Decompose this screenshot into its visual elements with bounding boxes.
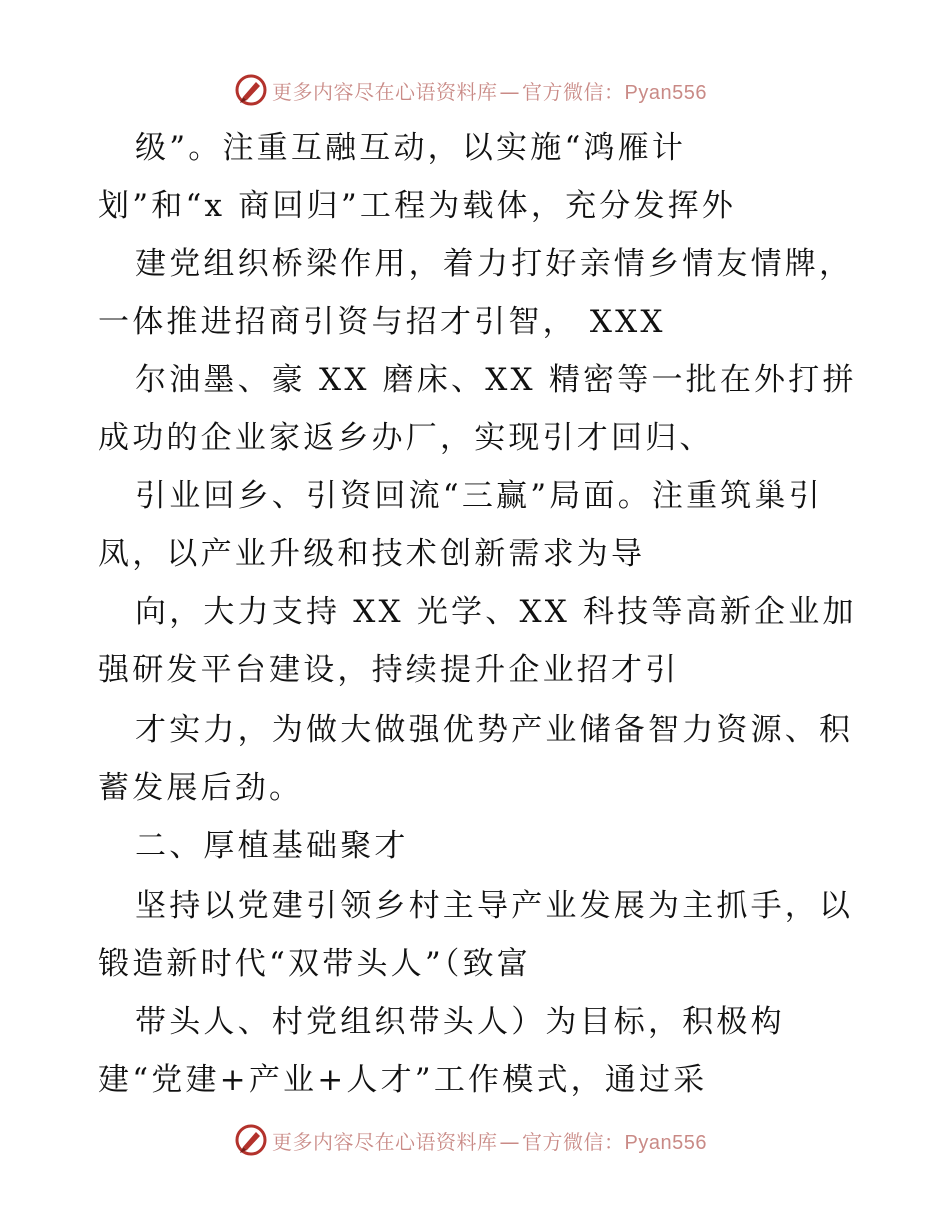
text-line: 带头人、村党组织带头人）为目标，积极构 (135, 1004, 785, 1040)
text-line: 成功的企业家返乡办厂，实现引才回归、 (98, 420, 714, 456)
text-line: 级”。注重互融互动，以实施“鸿雁计 (135, 130, 687, 166)
text-line: 凤，以产业升级和技术创新需求为导 (98, 536, 646, 572)
watermark-dash: — (499, 1129, 520, 1154)
text-line: 才实力，为做大做强优势产业储备智力资源、积 (135, 712, 854, 748)
text-line: 坚持以党建引领乡村主导产业发展为主抓手，以 (135, 888, 854, 924)
text-line: 向，大力支持 XX 光学、XX 科技等高新企业加 (135, 594, 857, 630)
watermark-id: Pyan556 (624, 81, 707, 104)
text-line: 一体推进招商引资与招才引智， XXX (98, 304, 666, 340)
text-line: 引业回乡、引资回流“三赢”局面。注重筑巢引 (135, 478, 823, 514)
header-watermark (234, 71, 707, 109)
pen-logo-icon (234, 73, 268, 107)
text-line: 划”和“x 商回归”工程为载体，充分发挥外 (98, 188, 737, 224)
text-line: 建“党建+产业+人才”工作模式，通过采 (98, 1062, 708, 1098)
watermark-official: 官方微信： (522, 79, 625, 104)
watermark-id: Pyan556 (624, 1131, 707, 1154)
pen-logo-icon (234, 1123, 268, 1157)
text-line: 强研发平台建设，持续提升企业招才引 (98, 652, 680, 688)
footer-watermark (234, 1121, 707, 1159)
text-line: 尔油墨、豪 XX 磨床、XX 精密等一批在外打拼 (135, 362, 857, 398)
text-line: 蓄发展后劲。 (98, 770, 304, 806)
text-line: 建党组织桥梁作用，着力打好亲情乡情友情牌， (135, 246, 854, 282)
section-heading: 二、厚植基础聚才 (135, 828, 409, 864)
watermark-official: 官方微信： (522, 1129, 625, 1154)
watermark-text: 更多内容尽在心语资料库 (272, 1129, 498, 1154)
watermark-dash: — (499, 79, 520, 104)
watermark-text: 更多内容尽在心语资料库 (272, 79, 498, 104)
text-line: 锻造新时代“双带头人”（致富 (98, 946, 531, 982)
